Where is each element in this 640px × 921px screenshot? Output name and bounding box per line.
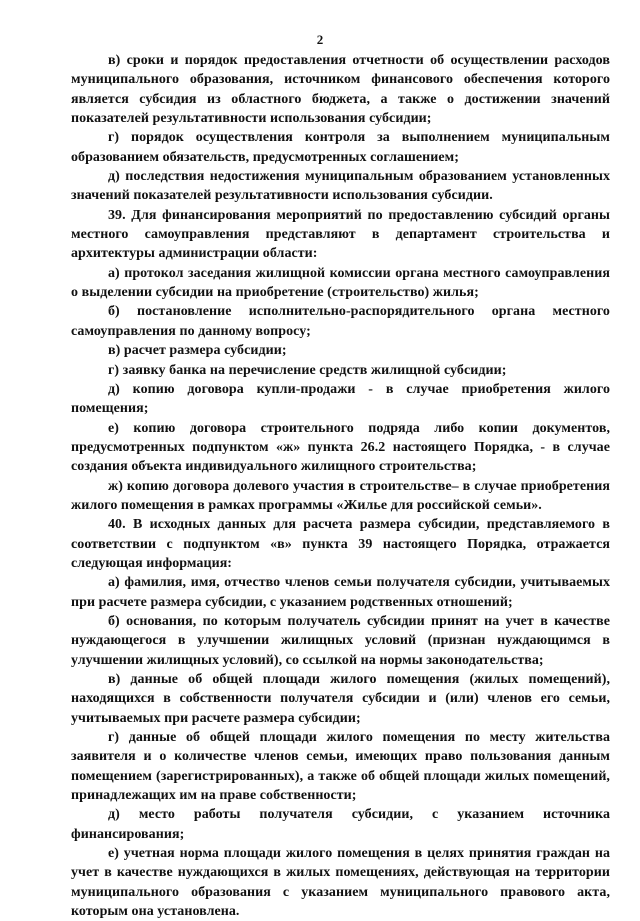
paragraph-39-b: б) постановление исполнительно-распорядительного органа местного самоуправления по данному вопросу; xyxy=(71,304,610,339)
paragraph-39-d2: д) копию договора купли-продажи - в случае приобретения жилого помещения; xyxy=(71,381,610,417)
paragraph-39-intro: 39. Для финансирования мероприятий по предоставлению субсидий органы местного самоуправления представляют в департамент строительства и архитектуры администрации области: xyxy=(71,207,610,262)
paragraph-39-g: г) порядок осуществления контроля за выполнением муниципальным образованием обязательств, предусмотренных соглашением; xyxy=(71,130,610,165)
paragraph-40-v: в) данные об общей площади жилого помещения (жилых помещений), находящихся в собственности получателя субсидии и (или) членов его семьи, учитываемых при расчете размера субсидии; xyxy=(71,672,610,726)
paragraph-39-e: е) копию договора строительного подряда либо копии документов, предусмотренных подпунктом «ж» пункта 26.2 настоящего Порядка, - в случае создания объекта индивидуального жилищного строительства; xyxy=(71,420,610,475)
page-number: 2 xyxy=(316,32,324,47)
paragraph-39-v: в) сроки и порядок предоставления отчетности об осуществлении расходов муниципального образования, источником финансового обеспечения которого является субсидия из областного бюджета, а также о достижении значений показателей результативности использования субсидии; xyxy=(71,53,610,127)
paragraph-40-e: е) учетная норма площади жилого помещения в целях принятия граждан на учет в качестве нуждающихся в жилых помещениях, действующая на территории муниципального образования с указанием муниципального правового акта, которым она установлена. xyxy=(71,846,610,920)
document-body xyxy=(71,51,610,921)
paragraph-39-a: а) протокол заседания жилищной комиссии органа местного самоуправления о выделении субсидии на приобретение (строительство) жилья; xyxy=(71,265,610,301)
paragraph-40-d: д) место работы получателя субсидии, с указанием источника финансирования; xyxy=(71,807,610,842)
paragraph-39-zh: ж) копию договора долевого участия в строительстве– в случае приобретения жилого помещения в рамках программы «Жилье для российской семьи». xyxy=(71,478,610,513)
paragraph-40-intro: 40. В исходных данных для расчета размера субсидии, представляемого в соответствии с подпунктом «в» пункта 39 настоящего Порядка, отражается следующая информация: xyxy=(71,517,610,571)
paragraph-39-d: д) последствия недостижения муниципальным образованием установленных значений показателей результативности использования субсидии. xyxy=(71,169,610,204)
paragraph-39-g2: г) заявку банка на перечисление средств жилищной субсидии; xyxy=(108,362,507,378)
paragraph-40-g: г) данные об общей площади жилого помещения по месту жительства заявителя и о количестве членов семьи, имеющих право пользования данным помещением (зарегистрированных), а также об общей площади жилых помещений, принадлежащих им на праве собственности; xyxy=(71,730,610,804)
paragraph-40-a: а) фамилия, имя, отчество членов семьи получателя субсидии, учитываемых при расчете размера субсидии, с указанием родственных отношений; xyxy=(71,575,610,610)
paragraph-40-b: б) основания, по которым получатель субсидии принят на учет в качестве нуждающегося в улучшении жилищных условий (признан нуждающимся в улучшении жилищных условий), со ссылкой на нормы законодательства; xyxy=(71,613,610,668)
paragraph-39-v2: в) расчет размера субсидии; xyxy=(108,343,287,359)
